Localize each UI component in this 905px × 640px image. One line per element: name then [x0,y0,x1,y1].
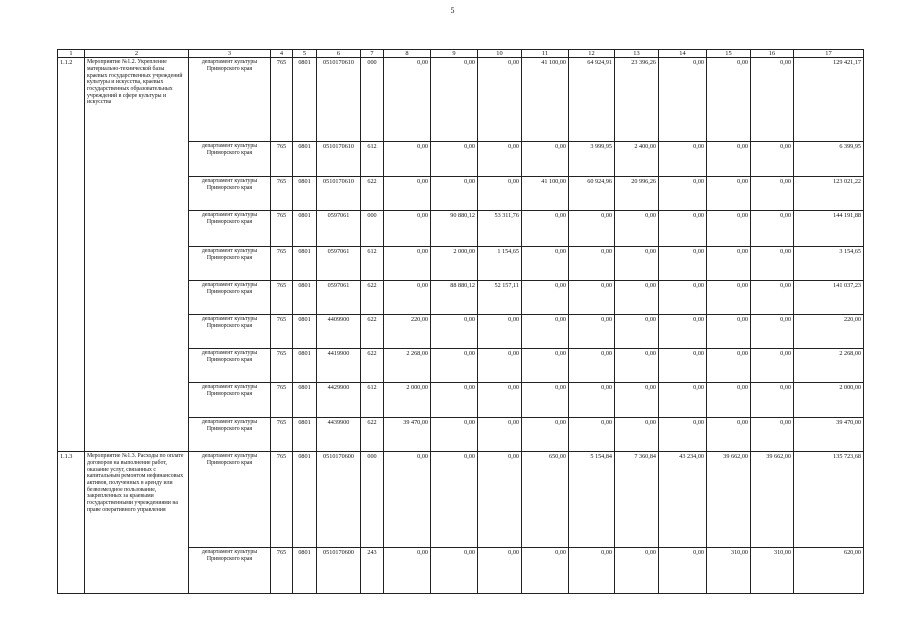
header-cell: 6 [317,50,361,58]
target-article-cell: 0597061 [317,247,361,281]
organization-cell: департамент культуры Приморского края [189,383,271,418]
ministry-code-cell: 765 [271,58,293,142]
amount-cell: 0,00 [659,418,707,452]
organization-cell: департамент культуры Приморского края [189,548,271,594]
amount-cell: 0,00 [659,383,707,418]
amount-cell: 0,00 [431,349,478,383]
amount-cell: 1 154,65 [478,247,522,281]
activity-name: Мероприятие №1.2. Укрепление материально-технической базы краевых государственных учреждений культуры и искусства, краевых государственных образовательных учреждений в сфере культуры и искусства [85,58,189,452]
ministry-code-cell: 765 [271,211,293,247]
amount-cell: 0,00 [615,247,659,281]
header-row [58,50,864,58]
page-number: 5 [450,6,455,15]
amount-cell: 0,00 [615,383,659,418]
amount-cell: 0,00 [751,281,794,315]
section-code-cell: 0801 [293,418,317,452]
activity-code: 1.1.3 [58,452,85,594]
section-code-cell: 0801 [293,383,317,418]
header-cell: 1 [58,50,85,58]
expense-type-cell: 622 [361,349,384,383]
organization-cell: департамент культуры Приморского края [189,211,271,247]
amount-cell: 0,00 [707,211,751,247]
amount-cell: 5 154,84 [569,452,615,548]
amount-cell: 0,00 [751,142,794,177]
amount-cell: 0,00 [522,211,569,247]
organization-cell: департамент культуры Приморского края [189,315,271,349]
amount-cell: 60 924,96 [569,177,615,211]
amount-cell: 0,00 [478,349,522,383]
section-code-cell: 0801 [293,452,317,548]
amount-cell: 0,00 [615,548,659,594]
total-cell: 6 399,95 [794,142,864,177]
activity-name: Мероприятие №1.3. Расходы по оплате договоров на выполнение работ, оказание услуг, связанных с капитальным ремонтом нефинансовых активов, полученных в аренду или безвозмездное пользование, закрепленных за краевыми государственными учреждениями на праве оперативного управления [85,452,189,594]
target-article-cell: 0597061 [317,211,361,247]
expense-type-cell: 622 [361,177,384,211]
ministry-code-cell: 765 [271,142,293,177]
amount-cell: 0,00 [707,315,751,349]
organization-cell: департамент культуры Приморского края [189,452,271,548]
ministry-code-cell: 765 [271,349,293,383]
total-cell: 220,00 [794,315,864,349]
amount-cell: 0,00 [707,247,751,281]
target-article-cell: 0597061 [317,281,361,315]
section-code-cell: 0801 [293,142,317,177]
expense-type-cell: 243 [361,548,384,594]
expense-type-cell: 000 [361,452,384,548]
expense-type-cell: 612 [361,383,384,418]
amount-cell: 0,00 [384,58,431,142]
amount-cell: 0,00 [659,177,707,211]
header-cell: 7 [361,50,384,58]
amount-cell: 0,00 [569,548,615,594]
expense-type-cell: 612 [361,247,384,281]
amount-cell: 0,00 [384,211,431,247]
expense-type-cell: 622 [361,418,384,452]
amount-cell: 0,00 [751,418,794,452]
ministry-code-cell: 765 [271,548,293,594]
amount-cell: 0,00 [431,383,478,418]
amount-cell: 0,00 [478,452,522,548]
amount-cell: 0,00 [659,315,707,349]
amount-cell: 0,00 [707,142,751,177]
amount-cell: 0,00 [707,177,751,211]
header-cell: 17 [794,50,864,58]
section-code-cell: 0801 [293,548,317,594]
total-cell: 39 470,00 [794,418,864,452]
organization-cell: департамент культуры Приморского края [189,349,271,383]
amount-cell: 0,00 [431,548,478,594]
ministry-code-cell: 765 [271,452,293,548]
header-cell: 4 [271,50,293,58]
section-code-cell: 0801 [293,315,317,349]
total-cell: 3 154,65 [794,247,864,281]
amount-cell: 0,00 [707,418,751,452]
amount-cell: 2 000,00 [384,383,431,418]
header-cell: 15 [707,50,751,58]
amount-cell: 0,00 [615,281,659,315]
amount-cell: 0,00 [431,58,478,142]
amount-cell: 0,00 [659,142,707,177]
amount-cell: 0,00 [384,452,431,548]
header-cell: 9 [431,50,478,58]
amount-cell: 2 000,00 [431,247,478,281]
target-article-cell: 4439900 [317,418,361,452]
amount-cell: 0,00 [384,548,431,594]
amount-cell: 20 996,26 [615,177,659,211]
amount-cell: 0,00 [522,383,569,418]
amount-cell: 0,00 [431,315,478,349]
section-code-cell: 0801 [293,349,317,383]
header-cell: 3 [189,50,271,58]
amount-cell: 0,00 [615,211,659,247]
amount-cell: 2 268,00 [384,349,431,383]
amount-cell: 0,00 [569,315,615,349]
amount-cell: 0,00 [522,142,569,177]
amount-cell: 0,00 [569,349,615,383]
header-cell: 2 [85,50,189,58]
amount-cell: 0,00 [384,142,431,177]
amount-cell: 0,00 [384,177,431,211]
amount-cell: 0,00 [751,58,794,142]
total-cell: 2 268,00 [794,349,864,383]
ministry-code-cell: 765 [271,247,293,281]
target-article-cell: 0510170600 [317,548,361,594]
amount-cell: 0,00 [751,383,794,418]
amount-cell: 0,00 [478,142,522,177]
header-cell: 13 [615,50,659,58]
amount-cell: 0,00 [615,315,659,349]
total-cell: 620,00 [794,548,864,594]
amount-cell: 0,00 [478,58,522,142]
amount-cell: 64 924,91 [569,58,615,142]
amount-cell: 0,00 [522,418,569,452]
amount-cell: 0,00 [431,418,478,452]
amount-cell: 39 470,00 [384,418,431,452]
amount-cell: 0,00 [569,383,615,418]
amount-cell: 0,00 [522,247,569,281]
ministry-code-cell: 765 [271,315,293,349]
amount-cell: 0,00 [478,418,522,452]
amount-cell: 0,00 [478,315,522,349]
activity-code: 1.1.2 [58,58,85,452]
amount-cell: 0,00 [384,247,431,281]
header-cell: 16 [751,50,794,58]
amount-cell: 88 880,12 [431,281,478,315]
header-cell: 12 [569,50,615,58]
amount-cell: 0,00 [522,548,569,594]
header-cell: 10 [478,50,522,58]
amount-cell: 0,00 [522,315,569,349]
total-cell: 129 421,17 [794,58,864,142]
amount-cell: 0,00 [751,315,794,349]
amount-cell: 90 880,12 [431,211,478,247]
amount-cell: 0,00 [478,548,522,594]
amount-cell: 23 396,26 [615,58,659,142]
amount-cell: 0,00 [659,548,707,594]
amount-cell: 0,00 [431,142,478,177]
ministry-code-cell: 765 [271,281,293,315]
ministry-code-cell: 765 [271,418,293,452]
section-code-cell: 0801 [293,247,317,281]
expense-type-cell: 622 [361,281,384,315]
total-cell: 2 000,00 [794,383,864,418]
target-article-cell: 0510170610 [317,142,361,177]
organization-cell: департамент культуры Приморского края [189,418,271,452]
amount-cell: 0,00 [569,247,615,281]
amount-cell: 0,00 [569,211,615,247]
amount-cell: 0,00 [615,418,659,452]
amount-cell: 41 100,00 [522,177,569,211]
expense-type-cell: 000 [361,58,384,142]
section-code-cell: 0801 [293,58,317,142]
amount-cell: 0,00 [707,281,751,315]
header-cell: 11 [522,50,569,58]
amount-cell: 0,00 [431,452,478,548]
table-row [58,58,864,142]
amount-cell: 310,00 [707,548,751,594]
target-article-cell: 4419900 [317,349,361,383]
total-cell: 144 191,88 [794,211,864,247]
target-article-cell: 4429900 [317,383,361,418]
amount-cell: 0,00 [569,281,615,315]
amount-cell: 41 100,00 [522,58,569,142]
table-row [58,452,864,548]
amount-cell: 0,00 [659,281,707,315]
expense-type-cell: 612 [361,142,384,177]
amount-cell: 0,00 [751,177,794,211]
amount-cell: 650,00 [522,452,569,548]
amount-cell: 0,00 [707,58,751,142]
amount-cell: 53 311,76 [478,211,522,247]
section-code-cell: 0801 [293,177,317,211]
ministry-code-cell: 765 [271,383,293,418]
amount-cell: 0,00 [384,281,431,315]
amount-cell: 0,00 [431,177,478,211]
amount-cell: 310,00 [751,548,794,594]
total-cell: 123 021,22 [794,177,864,211]
amount-cell: 3 999,95 [569,142,615,177]
amount-cell: 0,00 [751,349,794,383]
amount-cell: 0,00 [569,418,615,452]
amount-cell: 220,00 [384,315,431,349]
organization-cell: департамент культуры Приморского края [189,58,271,142]
header-cell: 8 [384,50,431,58]
amount-cell: 0,00 [659,58,707,142]
amount-cell: 0,00 [707,383,751,418]
amount-cell: 52 157,11 [478,281,522,315]
section-code-cell: 0801 [293,281,317,315]
amount-cell: 0,00 [751,247,794,281]
target-article-cell: 0510170610 [317,58,361,142]
amount-cell: 0,00 [478,383,522,418]
total-cell: 135 723,68 [794,452,864,548]
amount-cell: 0,00 [522,281,569,315]
amount-cell: 43 234,00 [659,452,707,548]
amount-cell: 39 662,00 [707,452,751,548]
organization-cell: департамент культуры Приморского края [189,247,271,281]
expense-type-cell: 622 [361,315,384,349]
amount-cell: 0,00 [478,177,522,211]
amount-cell: 0,00 [659,349,707,383]
amount-cell: 0,00 [615,349,659,383]
amount-cell: 7 360,84 [615,452,659,548]
organization-cell: департамент культуры Приморского края [189,142,271,177]
header-cell: 14 [659,50,707,58]
target-article-cell: 4409900 [317,315,361,349]
amount-cell: 0,00 [751,211,794,247]
amount-cell: 0,00 [659,211,707,247]
expense-type-cell: 000 [361,211,384,247]
organization-cell: департамент культуры Приморского края [189,281,271,315]
amount-cell: 0,00 [659,247,707,281]
amount-cell: 39 662,00 [751,452,794,548]
amount-cell: 0,00 [707,349,751,383]
section-code-cell: 0801 [293,211,317,247]
amount-cell: 2 400,00 [615,142,659,177]
ministry-code-cell: 765 [271,177,293,211]
organization-cell: департамент культуры Приморского края [189,177,271,211]
budget-table [57,49,864,594]
target-article-cell: 0510170610 [317,177,361,211]
target-article-cell: 0510170600 [317,452,361,548]
amount-cell: 0,00 [522,349,569,383]
total-cell: 141 037,23 [794,281,864,315]
header-cell: 5 [293,50,317,58]
